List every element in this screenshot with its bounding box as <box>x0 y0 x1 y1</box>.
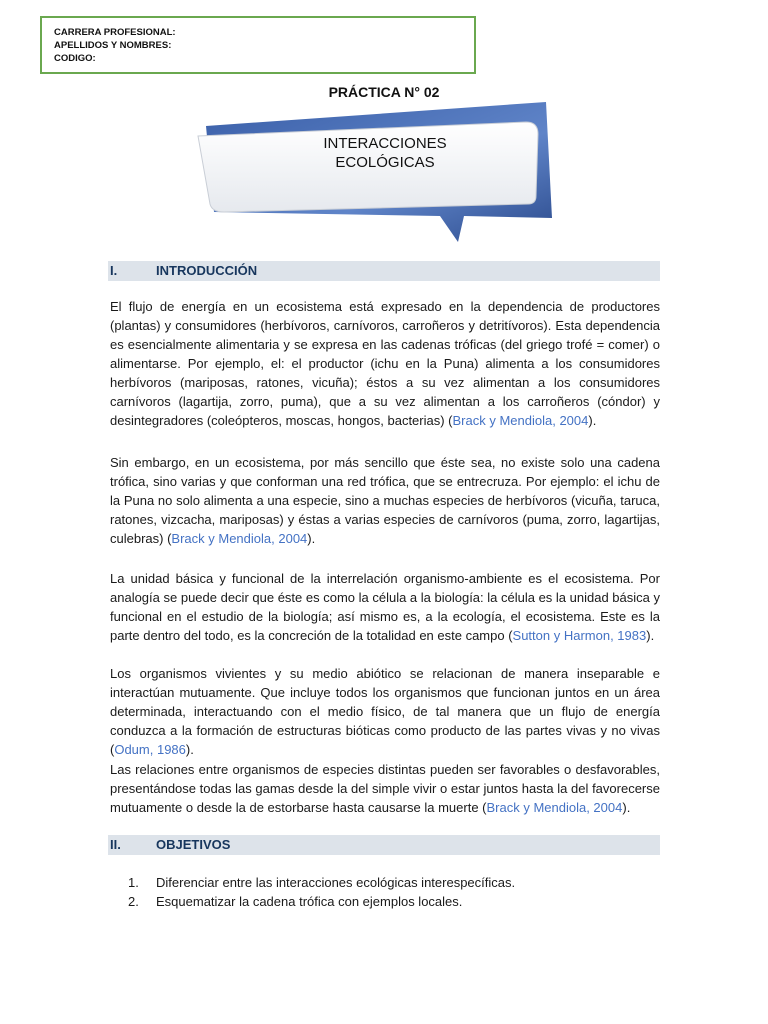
section-heading-objetivos <box>108 835 660 855</box>
list-item <box>128 873 648 892</box>
banner-title-line2: ECOLÓGICAS <box>335 154 435 171</box>
section-number: I. <box>110 263 118 278</box>
paragraph-end: ). <box>646 628 655 643</box>
paragraph <box>110 664 660 759</box>
paragraph-text: Las relaciones entre organismos de especies distintas pueden ser favorables o desfavorables, presentándose todas las gamas desde la del simple vivir o estar juntos hasta la del favorecerse mutuamente o desde la de estorbarse hasta causarse la muerte ( <box>110 762 660 815</box>
paragraph <box>110 569 660 645</box>
list-item <box>128 892 648 911</box>
paragraph <box>110 297 660 430</box>
banner-title-line1: INTERACCIONES <box>323 135 447 152</box>
section-title: INTRODUCCIÓN <box>156 263 258 278</box>
list-item-number: 1. <box>128 875 139 890</box>
paragraph-end: ). <box>307 531 316 546</box>
citation-link[interactable]: Brack y Mendiola, 2004 <box>452 413 589 428</box>
list-item-number: 2. <box>128 894 139 909</box>
citation-link[interactable]: Brack y Mendiola, 2004 <box>171 531 308 546</box>
list-item-text: Esquematizar la cadena trófica con ejemplos locales. <box>156 894 463 909</box>
title-banner-graphic <box>196 100 568 246</box>
paragraph-text: La unidad básica y funcional de la interrelación organismo-ambiente es el ecosistema. Por analogía se puede decir que éste es como la célula a la biología: la célula es la unidad básica y funcional en el estudio de la biología; así mismo es, a la ecología, el ecosistema. Este es la parte dentro del todo, es la concreción de la totalidad en este campo ( <box>110 571 660 643</box>
paragraph-end: ). <box>185 742 194 757</box>
list-item-text: Diferenciar entre las interacciones ecológicas interespecíficas. <box>156 875 516 890</box>
paragraph <box>110 453 660 548</box>
student-info-box <box>40 16 476 74</box>
banner-title <box>270 134 500 172</box>
paragraph-text: Sin embargo, en un ecosistema, por más sencillo que éste sea, no existe solo una cadena trófica, sino varias y que conforman una red trófica, que se entrecruza. Por ejemplo: el ichu de la Puna no solo alimenta a una especie, sino a muchas especies de herbívoros (vicuña, taruca, ratones, vizcacha, mariposas) y éstas a varias especies de carnívoros (puma, zorro, lagartijas, culebras) ( <box>110 455 660 546</box>
citation-link[interactable]: Brack y Mendiola, 2004 <box>486 800 623 815</box>
codigo-label: CODIGO: <box>54 53 96 64</box>
citation-link[interactable]: Sutton y Harmon, 1983 <box>512 628 647 643</box>
section-heading-introduccion <box>108 261 660 281</box>
citation-link[interactable]: Odum, 1986 <box>114 742 186 757</box>
paragraph-text: El flujo de energía en un ecosistema está expresado en la dependencia de productores (plantas) y consumidores (herbívoros, carnívoros, carroñeros y detritívoros). Esta dependencia es esencialmente alimentaria y se expresa en las cadenas tróficas (del griego trofé = comer) o alimentarse. Por ejemplo, el: el productor (ichu en la Puna) alimenta a los consumidores herbívoros (mariposas, ratones, vicuña); éstos a su vez alimentan a los consumidores carnívoros (lagartija, zorro, puma), que a su vez alimentan a los carroñeros (cóndor) y desintegradores (coleópteros, moscas, hongos, bacterias) ( <box>110 299 660 428</box>
paragraph-end: ). <box>588 413 597 428</box>
practice-title: PRÁCTICA N° 02 <box>328 84 440 100</box>
section-title: OBJETIVOS <box>156 837 231 852</box>
section-number: II. <box>110 837 121 852</box>
carrera-label: CARRERA PROFESIONAL: <box>54 27 176 38</box>
apellidos-label: APELLIDOS Y NOMBRES: <box>54 40 172 51</box>
objectives-list <box>128 873 648 911</box>
paragraph-text: Los organismos vivientes y su medio abiótico se relacionan de manera inseparable e interactúan mutuamente. Que incluye todos los organismos que funcionan juntos en un área determinada, interactuando con el medio físico, de tal manera que un flujo de energía conduzca a la formación de estructuras bióticas como producto de las partes vivas y no vivas ( <box>110 666 660 757</box>
paragraph <box>110 760 660 817</box>
paragraph-end: ). <box>622 800 631 815</box>
